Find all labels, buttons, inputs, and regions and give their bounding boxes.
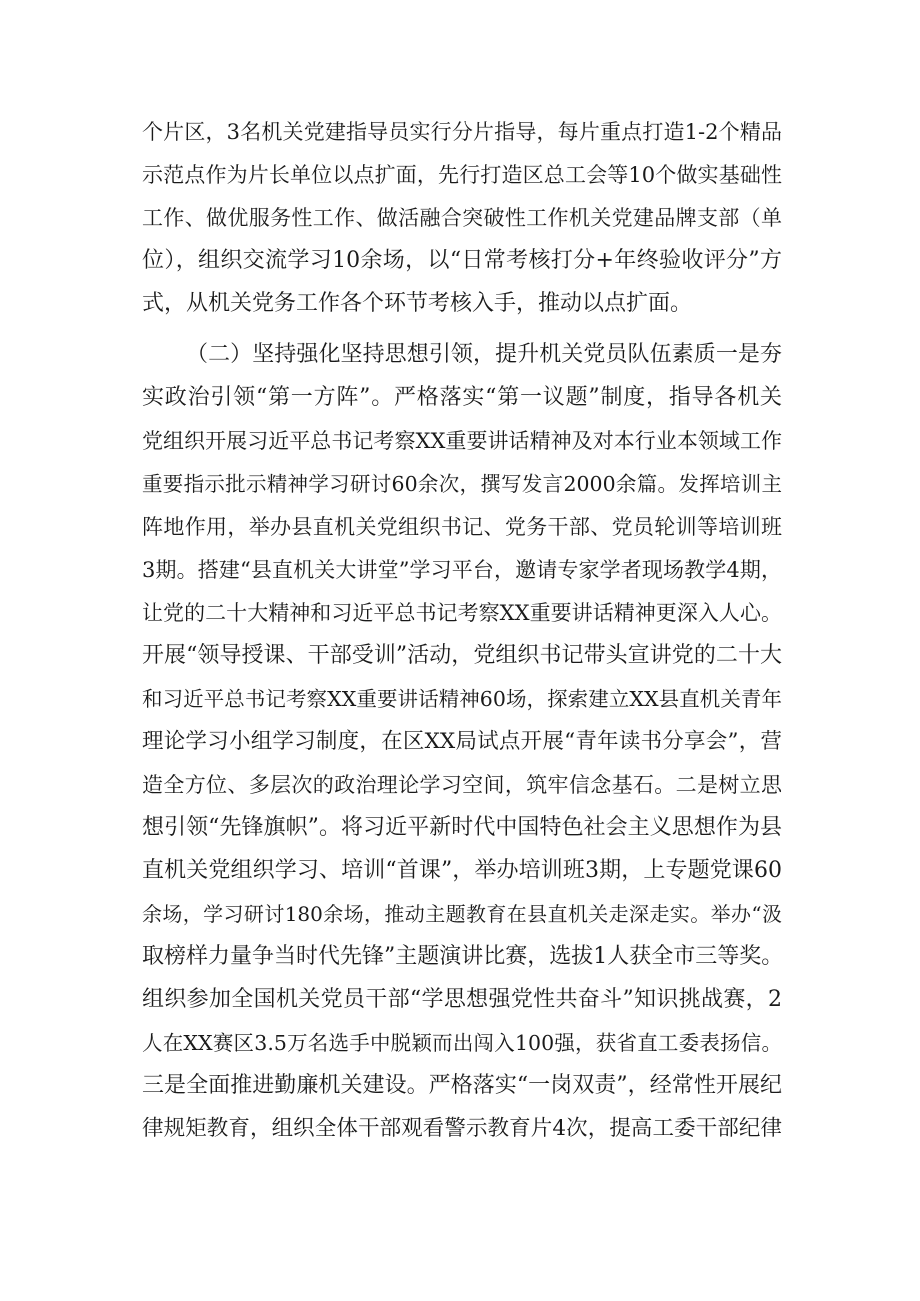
paragraph-line: 人在XX赛区3.5万名选手中脱颖而出闯入100强，获省直工委表扬信。: [142, 1031, 782, 1055]
paragraph-line: 式，从机关党务工作各个环节考核入手，推动以点扩面。: [142, 291, 693, 316]
paragraph-line: 党组织开展习近平总书记考察XX重要讲话精神及对本行业本领域工作: [142, 429, 782, 453]
paragraph-line: 造全方位、多层次的政治理论学习空间，筑牢信念基石。二是树立思: [142, 773, 782, 797]
paragraph-line: 组织参加全国机关党员干部“学思想强党性共奋斗”知识挑战赛，2: [142, 987, 782, 1012]
paragraph-line: 个片区，3名机关党建指导员实行分片指导，每片重点打造1-2个精品: [142, 120, 782, 144]
paragraph-line: 开展“领导授课、干部受训”活动，党组织书记带头宣讲党的二十大: [142, 643, 782, 668]
paragraph-line: 3期。搭建“县直机关大讲堂”学习平台，邀请专家学者现场教学4期，: [142, 558, 782, 582]
paragraph-line: 律规矩教育，组织全体干部观看警示教育片4次，提高工委干部纪律: [142, 1116, 782, 1141]
paragraph-line: 直机关党组织学习、培训“首课”，举办培训班3期，上专题党课60: [142, 858, 782, 883]
paragraph-line: 想引领“先锋旗帜”。将习近平新时代中国特色社会主义思想作为县: [142, 815, 782, 840]
paragraph-line: 阵地作用，举办县直机关党组织书记、党务干部、党员轮训等培训班: [142, 515, 782, 539]
paragraph-line: 和习近平总书记考察XX重要讲话精神60场，探索建立XX县直机关青年: [142, 687, 782, 711]
paragraph-line: 重要指示批示精神学习研讨60余次，撰写发言2000余篇。发挥培训主: [142, 472, 782, 496]
paragraph-line: 工作、做优服务性工作、做活融合突破性工作机关党建品牌支部（单: [142, 206, 782, 230]
paragraph-line: 实政治引领“第一方阵”。严格落实“第一议题”制度，指导各机关: [142, 385, 782, 410]
paragraph-line: 理论学习小组学习制度，在区XX局试点开展“青年读书分享会”，营: [142, 729, 782, 754]
paragraph-line: 让党的二十大精神和习近平总书记考察XX重要讲话精神更深入人心。: [142, 601, 782, 625]
paragraph-line: 三是全面推进勤廉机关建设。严格落实“一岗双责”，经常性开展纪: [142, 1073, 782, 1098]
paragraph-line: 示范点作为片长单位以点扩面，先行打造区总工会等10个做实基础性: [142, 163, 782, 187]
paragraph-line: 取榜样力量争当时代先锋”主题演讲比赛，选拔1人获全市三等奖。: [142, 944, 784, 969]
paragraph-line: 位），组织交流学习10余场，以“日常考核打分+年终验收评分”方: [142, 248, 782, 273]
paragraph-line: （二）坚持强化坚持思想引领，提升机关党员队伍素质一是夯: [186, 342, 782, 367]
paragraph-line: 余场，学习研讨180余场，推动主题教育在县直机关走深走实。举办“汲: [142, 902, 782, 926]
